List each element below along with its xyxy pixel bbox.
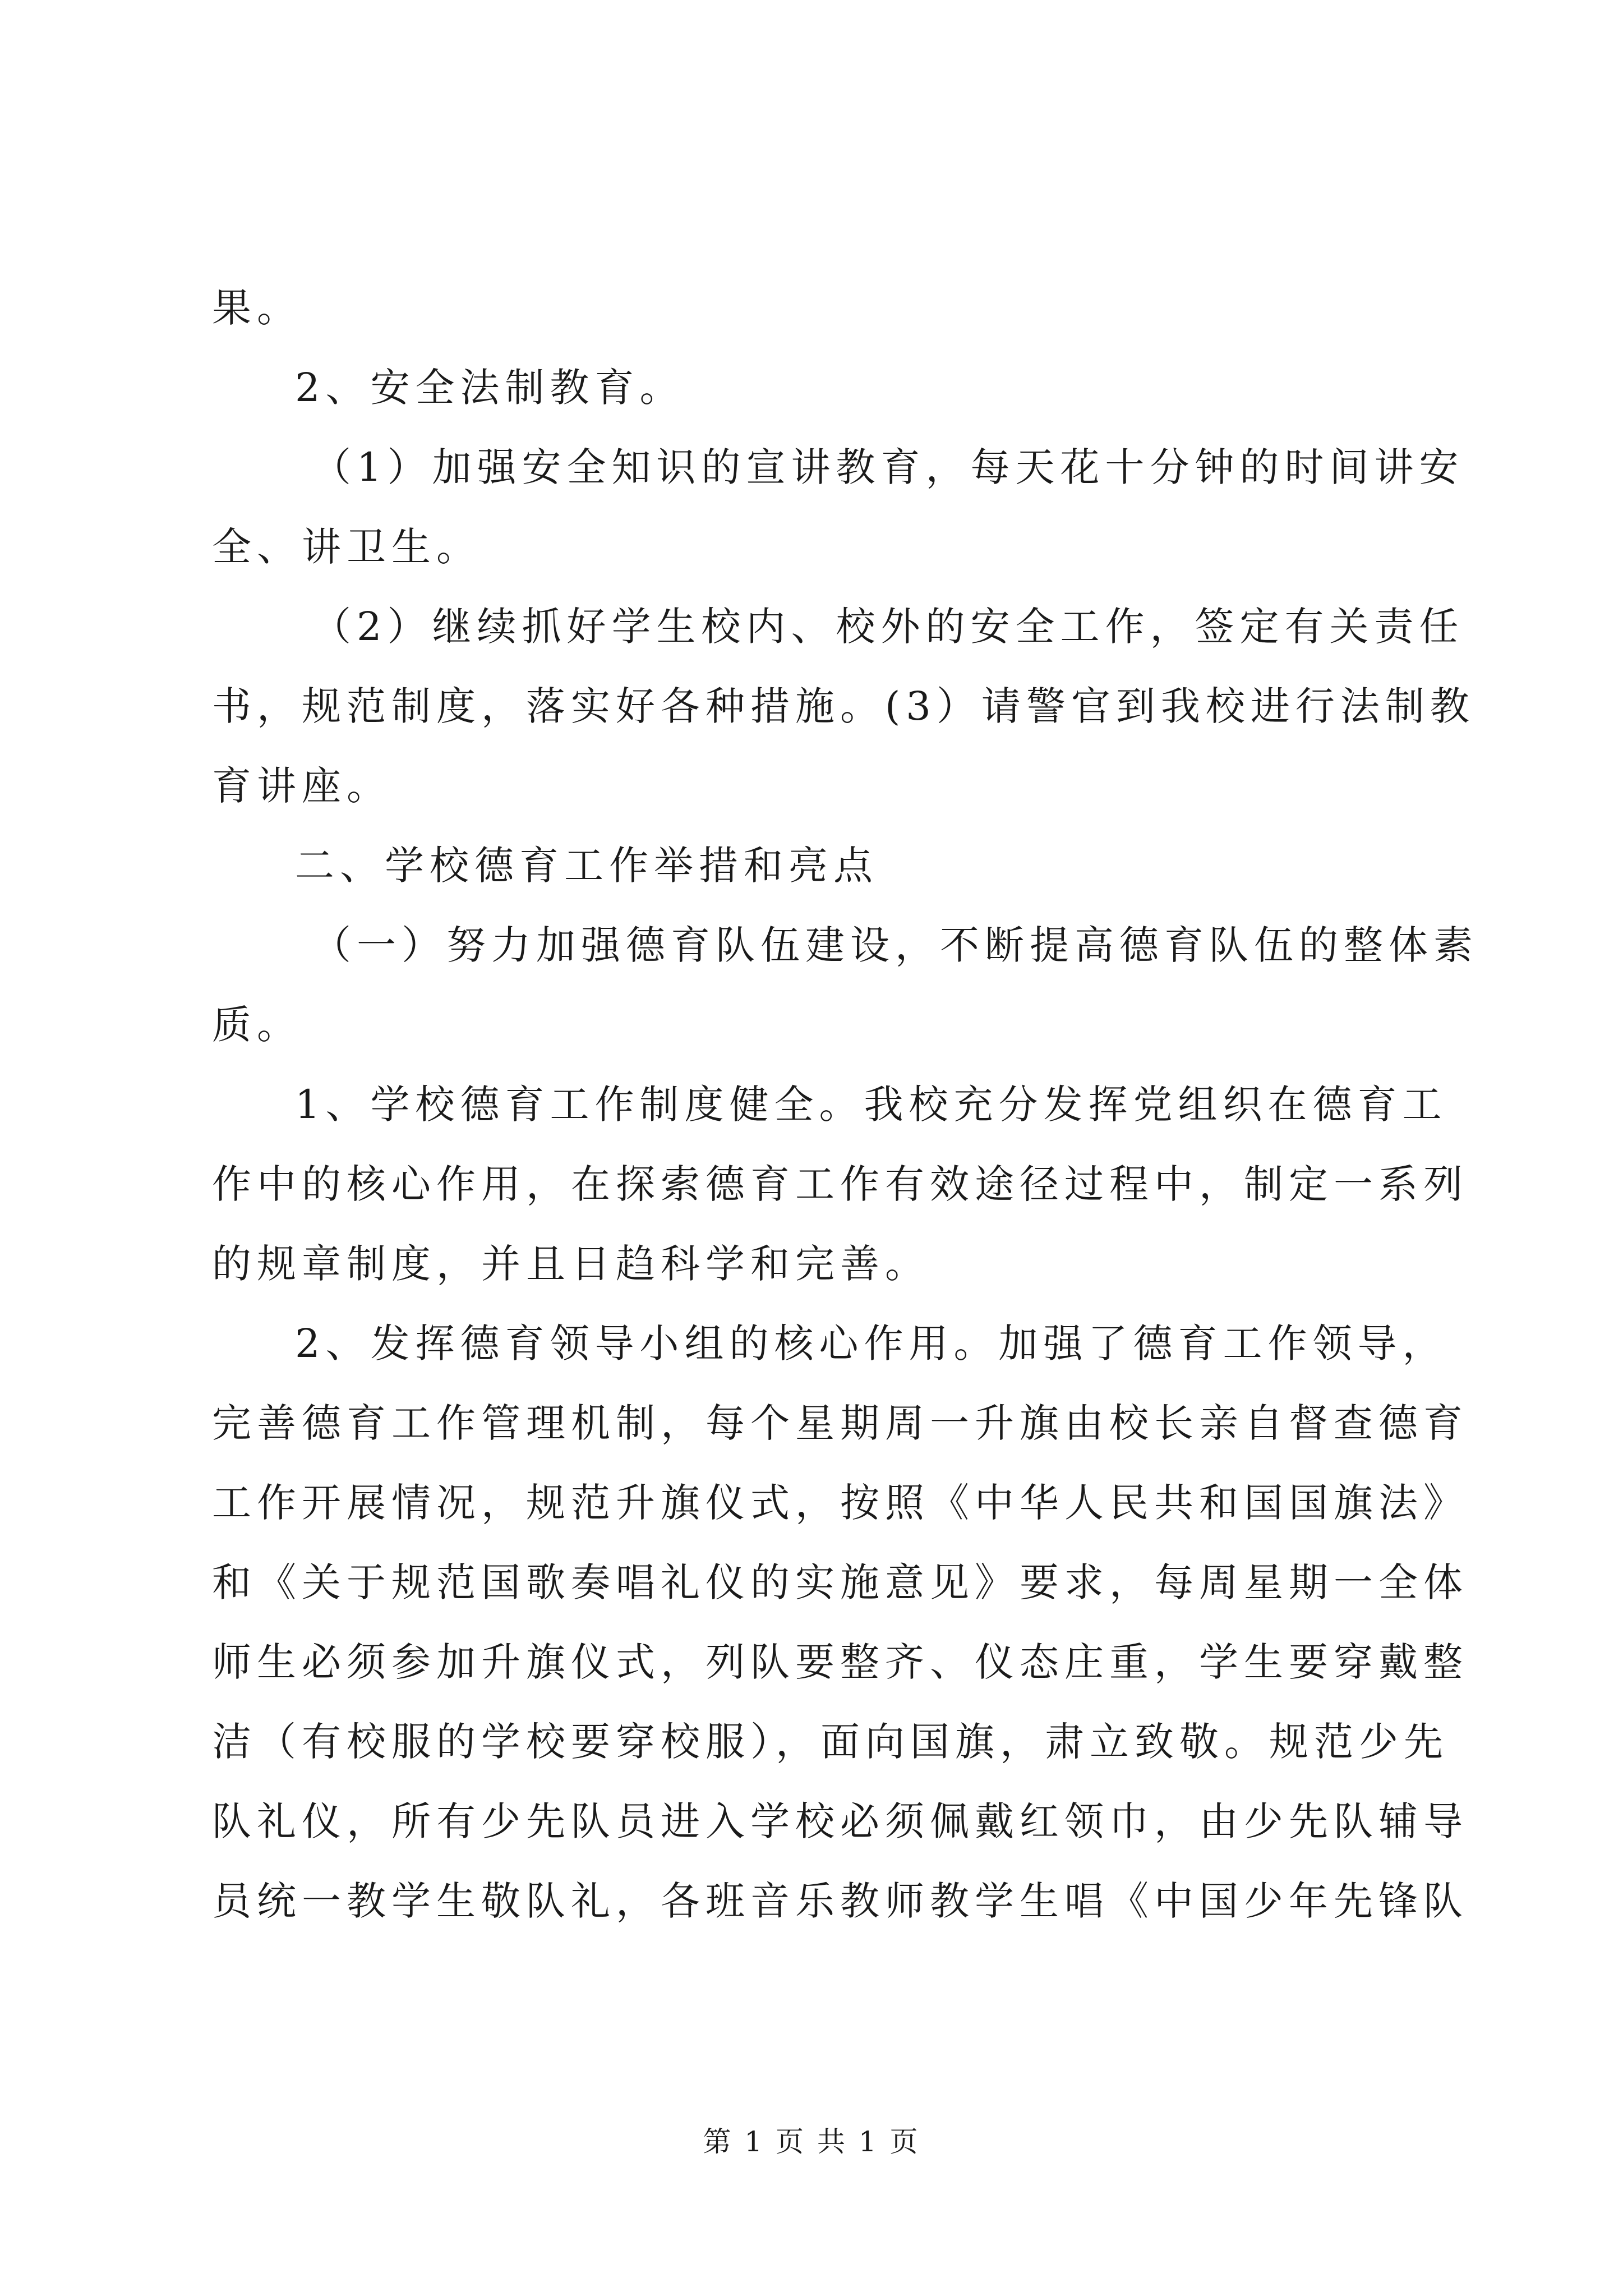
text-line: 育讲座。: [212, 763, 391, 809]
text-line: （1）加强安全知识的宣讲教育，每天花十分钟的时间讲安: [312, 444, 1464, 490]
text-line: （2）继续抓好学生校内、校外的安全工作，签定有关责任: [312, 604, 1464, 650]
text-line: 2、安全法制教育。: [295, 365, 685, 411]
page-footer: 第 1 页 共 1 页: [703, 2125, 920, 2158]
document-body: [212, 268, 1478, 1941]
text-line: 队礼仪，所有少先队员进入学校必须佩戴红领巾，由少先队辅导: [212, 1798, 1468, 1844]
text-line: 2、发挥德育领导小组的核心作用。加强了德育工作领导，: [295, 1320, 1447, 1366]
subsection-heading: （一）努力加强德育队伍建设，不断提高德育队伍的整体素: [312, 922, 1478, 968]
text-line: 果。: [212, 285, 302, 331]
section-heading: 二、学校德育工作举措和亮点: [295, 843, 878, 889]
text-line: 全、讲卫生。: [212, 524, 481, 570]
text-line: 作中的核心作用，在探索德育工作有效途径过程中，制定一系列: [212, 1161, 1468, 1207]
text-line: 和《关于规范国歌奏唱礼仪的实施意见》要求，每周星期一全体: [212, 1559, 1468, 1605]
text-line: 1、学校德育工作制度健全。我校充分发挥党组织在德育工: [295, 1082, 1447, 1128]
text-line: 师生必须参加升旗仪式，列队要整齐、仪态庄重，学生要穿戴整: [212, 1639, 1468, 1685]
text-line: 质。: [212, 1002, 302, 1048]
text-line: 洁（有校服的学校要穿校服），面向国旗，肃立致敬。规范少先: [212, 1719, 1449, 1765]
text-line: 工作开展情况，规范升旗仪式，按照《中华人民共和国国旗法》: [212, 1480, 1468, 1526]
text-line: 完善德育工作管理机制，每个星期周一升旗由校长亲自督查德育: [212, 1400, 1468, 1446]
text-line: 的规章制度，并且日趋科学和完善。: [212, 1241, 930, 1287]
text-line: 书，规范制度，落实好各种措施。(3）请警官到我校进行法制教: [212, 683, 1475, 729]
text-line: 员统一教学生敬队礼，各班音乐教师教学生唱《中国少年先锋队: [212, 1878, 1468, 1924]
